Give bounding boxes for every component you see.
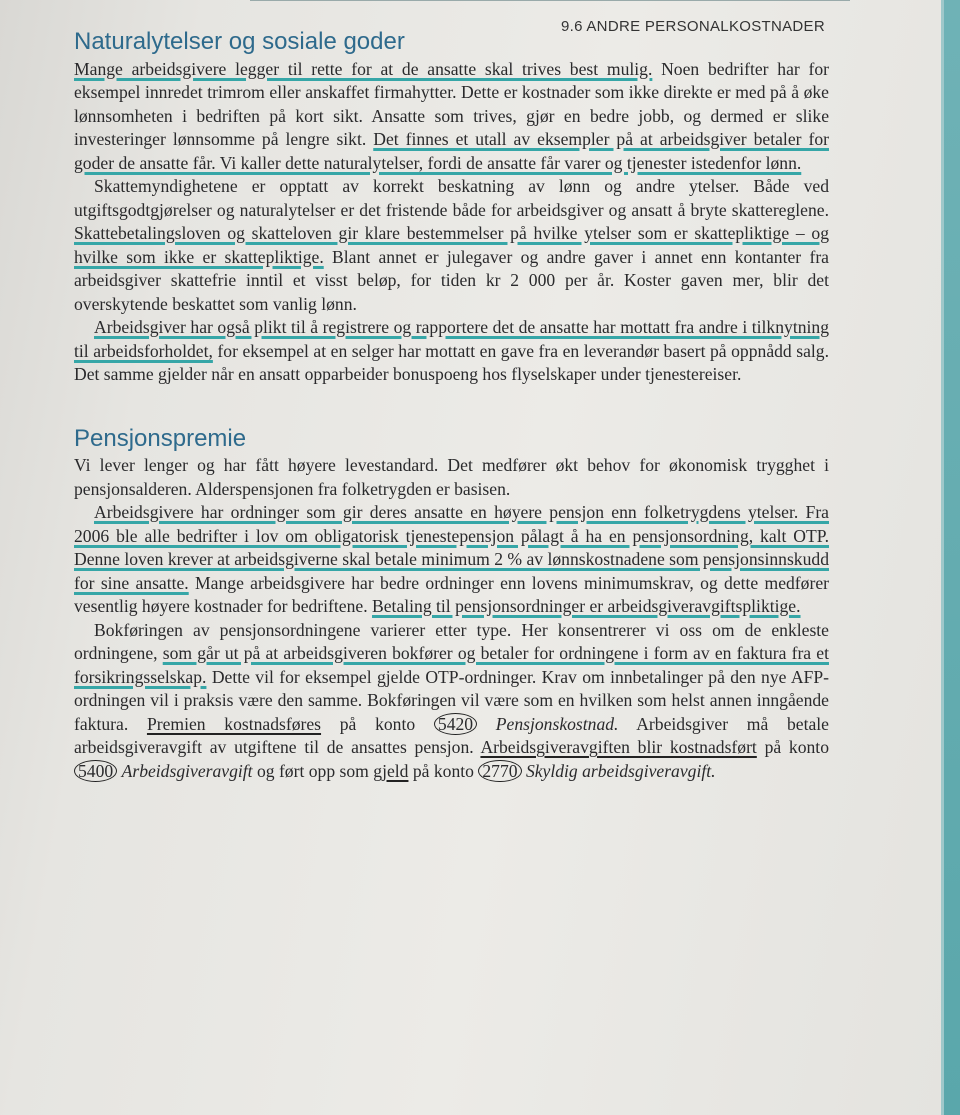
body-text: Skattemyndighetene er opptatt av korrekt beskatning av lønn og andre ytelser. Både ved utgiftsgodtgjørelser og naturalytelser er det fristende både for arbeidsgiver og ansatt å bryte skattereglene. — [74, 176, 829, 220]
body-text: Noen bedrifter har for eksempel innredet trimrom eller anskaffet firmahytter. Dette er kostnader som ikke direkte er med på å øke lønnsomheten i bedriften på kort sikt. Ansatte som trives, gjør en bedre jobb, og dermed er slike investeringer lønnsomme på lengre sikt. — [74, 58, 829, 149]
body-text: Dette vil for eksempel gjelde OTP-ordninger. Krav om innbetalinger på den nye AFP-ordningen vil i praksis være den samme. Bokføringen vil være som en hvilken som helst annen inngående faktura. — [74, 666, 829, 734]
body-text: Arbeidsgiver må betale arbeidsgiveravgift av utgiftene til de ansattes pensjon. — [74, 713, 829, 757]
running-head: 9.6 ANDRE PERSONALKOSTNADER — [560, 18, 825, 35]
account-name: Skyldig arbeidsgiveravgift. — [525, 760, 716, 781]
account-name: Pensjonskostnad. — [495, 713, 619, 734]
paragraph — [74, 58, 829, 176]
page-content — [74, 30, 829, 783]
highlighted-text: Arbeidsgivere har ordninger som gir deres ansatte en høyere pensjon enn folketrygdens ytelser. Fra 2006 ble alle bedrifter i lov om obligatorisk tjenestepensjon pålagt å ha en pensjonsordning, kalt OTP. Denne loven krever at arbeidsgiverne skal betale minimum 2 % av lønnskostnadene som pensjonsinnskudd for sine ansatte. — [74, 502, 829, 593]
account-name: Arbeidsgiveravgift — [121, 760, 253, 781]
circled-account-number: 2770 — [478, 760, 521, 782]
circled-account-number: 5420 — [434, 713, 477, 735]
teal-book-edge — [944, 0, 960, 1115]
body-text: Bokføringen av pensjonsordningene varierer etter type. Her konsentrerer vi oss om de enkleste ordningene, — [74, 619, 829, 663]
header-rule — [250, 0, 850, 1]
highlighted-text: Det finnes et utall av eksempler på at arbeidsgiver betaler for goder de ansatte får. Vi kaller dette naturalytelser, fordi de ansatte får varer og tjenester istedenfor lønn. — [74, 129, 829, 173]
body-text: på konto — [408, 760, 479, 781]
highlighted-text: Betaling til pensjonsordninger er arbeidsgiveravgiftspliktige. — [372, 596, 801, 616]
highlighted-text: Skattebetalingsloven og skatteloven gir klare bestemmelser på hvilke ytelser som er skattepliktige – og hvilke som ikke er skattepliktige. — [74, 223, 829, 267]
pen-underlined-text: Arbeidsgiveravgiften blir kostnadsført — [480, 737, 757, 757]
section-heading-naturalytelser: Naturalytelser og sosiale goder — [74, 28, 405, 55]
pen-underlined-text: Premien kostnadsføres — [146, 713, 322, 734]
highlighted-text: som går ut på at arbeidsgiveren bokfører og betaler for ordningene i form av en faktura fra et forsikringsselskap. — [74, 643, 829, 687]
circled-account-number: 5400 — [74, 760, 117, 782]
body-text: Blant annet er julegaver og andre gaver i annet enn kontanter fra arbeidsgiver skattefrie inntil et visst beløp, for tiden kr 2 000 per år. Koster gaven mer, blir det overskytende beskattet som vanlig lønn. — [74, 246, 829, 314]
body-text: på konto — [321, 713, 434, 734]
body-text: og ført opp som — [252, 760, 374, 781]
paragraph: Vi lever lenger og har fått høyere levestandard. Det medfører økt behov for økonomisk trygghet i pensjonsalderen. Alderspensjonen fra folketrygden er basisen. — [74, 455, 829, 499]
paragraph — [74, 175, 829, 316]
paragraph — [74, 619, 829, 784]
paragraph — [74, 501, 829, 619]
highlighted-text: Mange arbeidsgivere legger til rette for at de ansatte skal trives best mulig. — [74, 58, 653, 79]
section-heading-pensjonspremie: Pensjonspremie — [74, 424, 247, 452]
body-text: på konto — [756, 737, 829, 757]
body-text: for eksempel at en selger har mottatt en gave fra en leverandør basert på oppnådd salg. Det samme gjelder når en ansatt opparbeider bonuspoeng hos flyselskaper under tjenestereiser. — [74, 340, 829, 384]
body-text: Mange arbeidsgivere har bedre ordninger enn lovens minimumskrav, og dette medfører vesentlig høyere kostnader for bedriftene. — [74, 572, 829, 616]
paragraph — [74, 316, 829, 387]
pen-underlined-text: gjeld — [373, 760, 409, 781]
highlighted-text: Arbeidsgiver har også plikt til å registrere og rapportere det de ansatte har mottatt fra andre i tilknytning til arbeidsforholdet, — [74, 317, 829, 361]
